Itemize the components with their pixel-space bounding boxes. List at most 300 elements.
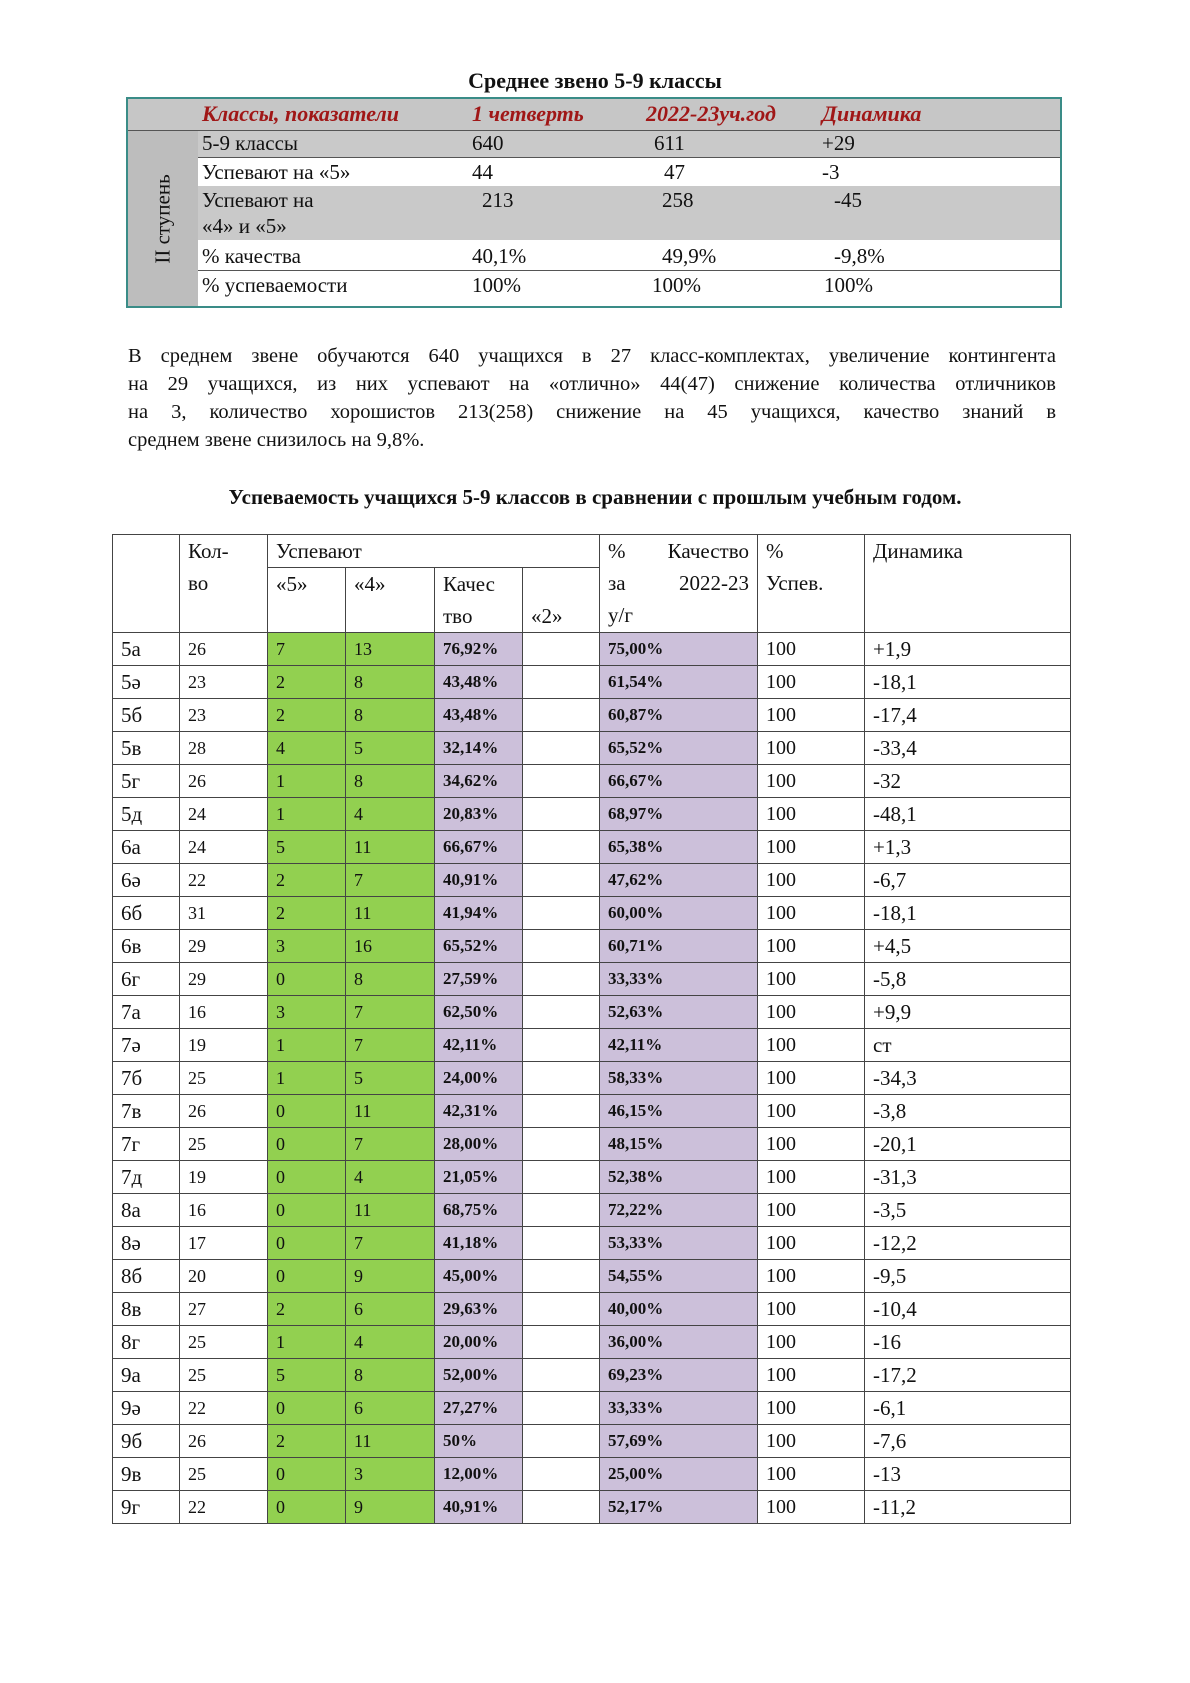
percent-cell: 100 [758,1029,865,1062]
five-count-cell: 0 [268,1458,346,1491]
count-cell: 24 [180,798,268,831]
dynamics-cell: -6,1 [865,1392,1071,1425]
count-cell: 17 [180,1227,268,1260]
stage-label: II ступень [150,173,175,264]
five-count-cell: 5 [268,831,346,864]
five-count-cell: 4 [268,732,346,765]
four-count-cell: 11 [346,831,435,864]
class-cell: 6в [113,930,180,963]
table-row [113,1491,1071,1524]
class-cell: 9а [113,1359,180,1392]
count-cell: 31 [180,897,268,930]
percent-cell: 100 [758,798,865,831]
quality-cell: 12,00% [435,1458,523,1491]
dynamics-cell: -20,1 [865,1128,1071,1161]
count-cell: 19 [180,1029,268,1062]
prev-quality-cell: 33,33% [600,963,758,996]
quality-cell: 27,27% [435,1392,523,1425]
dynamics-cell: -18,1 [865,897,1071,930]
four-count-cell: 8 [346,1359,435,1392]
summary-row-label: 5-9 классы [202,131,298,155]
percent-cell: 100 [758,1425,865,1458]
percent-cell: 100 [758,963,865,996]
table-row [113,1326,1071,1359]
quality-cell: 65,52% [435,930,523,963]
table-row [113,1029,1071,1062]
two-count-cell [523,864,600,897]
summary-header-year: 2022-23уч.год [646,101,776,126]
class-cell: 6а [113,831,180,864]
summary-row-quarter: 44 [472,160,493,184]
four-count-cell: 4 [346,1161,435,1194]
percent-cell: 100 [758,897,865,930]
class-cell: 7д [113,1161,180,1194]
dynamics-cell: -13 [865,1458,1071,1491]
dynamics-cell: -5,8 [865,963,1071,996]
percent-cell: 100 [758,1293,865,1326]
two-count-cell [523,1029,600,1062]
prev-quality-cell: 52,38% [600,1161,758,1194]
summary-row-label-line2: «4» и «5» [202,214,287,238]
quality-cell: 20,83% [435,798,523,831]
header-quality-line2: тво [443,604,473,628]
count-cell: 23 [180,699,268,732]
summary-row-dynamics: -45 [834,188,862,212]
two-count-cell [523,732,600,765]
count-cell: 26 [180,1425,268,1458]
five-count-cell: 0 [268,1128,346,1161]
header-class-cell [113,535,180,633]
summary-header-indicators: Классы, показатели [202,101,399,126]
dynamics-cell: +4,5 [865,930,1071,963]
summary-row-label: % качества [202,244,301,268]
dynamics-cell: +9,9 [865,996,1071,1029]
summary-title: Среднее звено 5-9 классы [468,68,722,93]
five-count-cell: 7 [268,633,346,666]
dynamics-cell: -10,4 [865,1293,1071,1326]
prev-quality-cell: 36,00% [600,1326,758,1359]
two-count-cell [523,1458,600,1491]
quality-cell: 50% [435,1425,523,1458]
class-cell: 7б [113,1062,180,1095]
count-cell: 25 [180,1326,268,1359]
quality-cell: 43,48% [435,699,523,732]
two-count-cell [523,798,600,831]
two-count-cell [523,1161,600,1194]
summary-row-quarter: 100% [472,273,521,297]
four-count-cell: 4 [346,1326,435,1359]
summary-row-quarter: 40,1% [472,244,527,268]
quality-cell: 27,59% [435,963,523,996]
table-row [113,930,1071,963]
two-count-cell [523,1062,600,1095]
four-count-cell: 9 [346,1491,435,1524]
class-cell: 6ә [113,864,180,897]
dynamics-cell: -31,3 [865,1161,1071,1194]
class-cell: 6б [113,897,180,930]
quality-cell: 62,50% [435,996,523,1029]
count-cell: 25 [180,1359,268,1392]
percent-cell: 100 [758,1491,865,1524]
table-row [113,1194,1071,1227]
class-cell: 7в [113,1095,180,1128]
table-row [113,1359,1071,1392]
percent-cell: 100 [758,1458,865,1491]
four-count-cell: 6 [346,1392,435,1425]
summary-paragraph [128,342,1056,454]
class-cell: 7ә [113,1029,180,1062]
five-count-cell: 2 [268,864,346,897]
class-cell: 5ә [113,666,180,699]
header-pass-cell: Успевают [268,535,600,568]
table-row [113,633,1071,666]
table-row [113,699,1071,732]
count-cell: 20 [180,1260,268,1293]
prev-quality-cell: 68,97% [600,798,758,831]
five-count-cell: 2 [268,666,346,699]
paragraph-line: на 3, количество хорошистов 213(258) снижение на 45 учащихся, качество знаний в [128,401,1056,423]
class-cell: 5д [113,798,180,831]
table-row [113,765,1071,798]
summary-row-dynamics: -3 [822,160,840,184]
percent-cell: 100 [758,1326,865,1359]
prev-quality-cell: 65,52% [600,732,758,765]
header-dynamics-cell: Динамика [865,535,1071,633]
dynamics-cell: -33,4 [865,732,1071,765]
four-count-cell: 3 [346,1458,435,1491]
count-cell: 22 [180,1491,268,1524]
four-count-cell: 11 [346,1095,435,1128]
comparison-table [112,534,1071,1524]
percent-cell: 100 [758,1227,865,1260]
prev-quality-cell: 60,00% [600,897,758,930]
percent-cell: 100 [758,666,865,699]
two-count-cell [523,699,600,732]
five-count-cell: 3 [268,996,346,1029]
percent-cell: 100 [758,1128,865,1161]
four-count-cell: 4 [346,798,435,831]
summary-row [198,130,1060,158]
quality-cell: 66,67% [435,831,523,864]
header-prev-1b: Качество [667,539,749,563]
header-prev-2b: 2022-23 [679,571,749,595]
prev-quality-cell: 52,17% [600,1491,758,1524]
percent-cell: 100 [758,1161,865,1194]
header-quality-line1: Качес [443,572,495,596]
prev-quality-cell: 47,62% [600,864,758,897]
four-count-cell: 8 [346,963,435,996]
quality-cell: 43,48% [435,666,523,699]
count-cell: 22 [180,864,268,897]
four-count-cell: 11 [346,1194,435,1227]
class-cell: 5а [113,633,180,666]
count-cell: 25 [180,1128,268,1161]
class-cell: 8в [113,1293,180,1326]
class-cell: 5б [113,699,180,732]
prev-quality-cell: 54,55% [600,1260,758,1293]
prev-quality-cell: 42,11% [600,1029,758,1062]
two-count-cell [523,963,600,996]
table-row [113,1425,1071,1458]
quality-cell: 42,11% [435,1029,523,1062]
two-count-cell [523,996,600,1029]
prev-quality-cell: 53,33% [600,1227,758,1260]
four-count-cell: 7 [346,996,435,1029]
summary-row-year: 49,9% [662,244,717,268]
table-header-row [113,535,1071,568]
count-cell: 25 [180,1458,268,1491]
four-count-cell: 7 [346,1227,435,1260]
quality-cell: 24,00% [435,1062,523,1095]
summary-row-quarter: 213 [482,188,514,212]
quality-cell: 45,00% [435,1260,523,1293]
class-cell: 8а [113,1194,180,1227]
prev-quality-cell: 33,33% [600,1392,758,1425]
class-cell: 8ә [113,1227,180,1260]
summary-row [198,240,1060,270]
four-count-cell: 7 [346,864,435,897]
quality-cell: 34,62% [435,765,523,798]
dynamics-cell: -11,2 [865,1491,1071,1524]
summary-header-quarter: 1 четверть [472,101,584,126]
five-count-cell: 0 [268,1491,346,1524]
prev-quality-cell: 25,00% [600,1458,758,1491]
dynamics-cell: +1,3 [865,831,1071,864]
percent-cell: 100 [758,1260,865,1293]
two-count-cell [523,1227,600,1260]
four-count-cell: 7 [346,1029,435,1062]
stage-label-cell [128,130,198,306]
summary-row-year: 611 [654,131,685,155]
four-count-cell: 8 [346,699,435,732]
five-count-cell: 0 [268,963,346,996]
five-count-cell: 0 [268,1095,346,1128]
count-cell: 28 [180,732,268,765]
prev-quality-cell: 61,54% [600,666,758,699]
table-row [113,831,1071,864]
quality-cell: 68,75% [435,1194,523,1227]
prev-quality-cell: 52,63% [600,996,758,1029]
prev-quality-cell: 46,15% [600,1095,758,1128]
count-cell: 26 [180,1095,268,1128]
class-cell: 9в [113,1458,180,1491]
percent-cell: 100 [758,1062,865,1095]
quality-cell: 20,00% [435,1326,523,1359]
header-quality-cell [435,568,523,633]
percent-cell: 100 [758,1392,865,1425]
class-cell: 9б [113,1425,180,1458]
five-count-cell: 0 [268,1260,346,1293]
five-count-cell: 1 [268,1029,346,1062]
dynamics-cell: -12,2 [865,1227,1071,1260]
two-count-cell [523,765,600,798]
summary-row-label: % успеваемости [202,273,348,297]
summary-row [198,186,1060,240]
four-count-cell: 6 [346,1293,435,1326]
prev-quality-cell: 66,67% [600,765,758,798]
dynamics-cell: ст [865,1029,1071,1062]
prev-quality-cell: 58,33% [600,1062,758,1095]
percent-cell: 100 [758,1359,865,1392]
header-count-line2: во [188,571,209,595]
prev-quality-cell: 48,15% [600,1128,758,1161]
five-count-cell: 0 [268,1194,346,1227]
five-count-cell: 0 [268,1392,346,1425]
quality-cell: 76,92% [435,633,523,666]
count-cell: 26 [180,765,268,798]
four-count-cell: 11 [346,1425,435,1458]
count-cell: 29 [180,930,268,963]
quality-cell: 40,91% [435,864,523,897]
count-cell: 22 [180,1392,268,1425]
prev-quality-cell: 65,38% [600,831,758,864]
five-count-cell: 2 [268,699,346,732]
dynamics-cell: -6,7 [865,864,1071,897]
percent-cell: 100 [758,765,865,798]
header-four-cell: «4» [346,568,435,633]
header-percent-cell [758,535,865,633]
count-cell: 24 [180,831,268,864]
two-count-cell [523,633,600,666]
two-count-cell [523,1326,600,1359]
prev-quality-cell: 69,23% [600,1359,758,1392]
five-count-cell: 2 [268,1293,346,1326]
class-cell: 8б [113,1260,180,1293]
percent-cell: 100 [758,930,865,963]
prev-quality-cell: 75,00% [600,633,758,666]
class-cell: 5г [113,765,180,798]
summary-header-row [128,99,1060,130]
quality-cell: 40,91% [435,1491,523,1524]
five-count-cell: 1 [268,1326,346,1359]
table-row [113,1128,1071,1161]
class-cell: 9г [113,1491,180,1524]
count-cell: 26 [180,633,268,666]
paragraph-line: среднем звене снизилось на 9,8%. [128,429,425,451]
percent-cell: 100 [758,864,865,897]
prev-quality-cell: 72,22% [600,1194,758,1227]
dynamics-cell: -17,4 [865,699,1071,732]
summary-row-label: Успевают на «5» [202,160,351,184]
four-count-cell: 11 [346,897,435,930]
header-count-line1: Кол- [188,539,229,563]
quality-cell: 32,14% [435,732,523,765]
summary-table [126,97,1062,308]
summary-row [198,157,1060,187]
paragraph-line: В среднем звене обучаются 640 учащихся в 27 класс-комплектах, увеличение контингента [128,345,1056,367]
four-count-cell: 7 [346,1128,435,1161]
quality-cell: 41,18% [435,1227,523,1260]
header-prev-quality-cell [600,535,758,633]
four-count-cell: 9 [346,1260,435,1293]
class-cell: 7г [113,1128,180,1161]
dynamics-cell: -7,6 [865,1425,1071,1458]
header-prev-2a: за [608,571,626,595]
table-row [113,1392,1071,1425]
summary-row [198,270,1060,307]
two-count-cell [523,1260,600,1293]
header-count-cell [180,535,268,633]
class-cell: 8г [113,1326,180,1359]
table-row [113,666,1071,699]
dynamics-cell: -16 [865,1326,1071,1359]
quality-cell: 42,31% [435,1095,523,1128]
summary-row-dynamics: -9,8% [834,244,885,268]
dynamics-cell: -3,5 [865,1194,1071,1227]
quality-cell: 29,63% [435,1293,523,1326]
table-row [113,897,1071,930]
quality-cell: 28,00% [435,1128,523,1161]
five-count-cell: 5 [268,1359,346,1392]
header-prev-1a: % [608,539,626,563]
header-percent-line1: % [766,539,784,563]
two-count-cell [523,1293,600,1326]
header-five-cell: «5» [268,568,346,633]
four-count-cell: 16 [346,930,435,963]
header-percent-line2: Успев. [766,571,824,595]
count-cell: 29 [180,963,268,996]
five-count-cell: 0 [268,1161,346,1194]
class-cell: 9ә [113,1392,180,1425]
header-two-cell: «2» [523,568,600,633]
five-count-cell: 3 [268,930,346,963]
comparison-title: Успеваемость учащихся 5-9 классов в сравнении с прошлым учебным годом. [228,485,962,509]
percent-cell: 100 [758,831,865,864]
five-count-cell: 2 [268,1425,346,1458]
count-cell: 27 [180,1293,268,1326]
table-row [113,1095,1071,1128]
class-cell: 5в [113,732,180,765]
five-count-cell: 1 [268,798,346,831]
count-cell: 19 [180,1161,268,1194]
table-row [113,1161,1071,1194]
two-count-cell [523,831,600,864]
two-count-cell [523,1128,600,1161]
table-row [113,963,1071,996]
percent-cell: 100 [758,1095,865,1128]
summary-row-quarter: 640 [472,131,504,155]
four-count-cell: 5 [346,1062,435,1095]
summary-header-dynamics: Динамика [822,101,922,126]
two-count-cell [523,930,600,963]
two-count-cell [523,1194,600,1227]
dynamics-cell: -18,1 [865,666,1071,699]
table-row [113,996,1071,1029]
five-count-cell: 2 [268,897,346,930]
count-cell: 25 [180,1062,268,1095]
table-row [113,1260,1071,1293]
dynamics-cell: -32 [865,765,1071,798]
four-count-cell: 5 [346,732,435,765]
quality-cell: 41,94% [435,897,523,930]
prev-quality-cell: 60,87% [600,699,758,732]
five-count-cell: 1 [268,1062,346,1095]
prev-quality-cell: 60,71% [600,930,758,963]
table-row [113,1062,1071,1095]
two-count-cell [523,1425,600,1458]
count-cell: 23 [180,666,268,699]
class-cell: 7а [113,996,180,1029]
summary-row-year: 47 [664,160,685,184]
prev-quality-cell: 57,69% [600,1425,758,1458]
percent-cell: 100 [758,1194,865,1227]
table-row [113,1293,1071,1326]
five-count-cell: 0 [268,1227,346,1260]
table-row [113,1458,1071,1491]
two-count-cell [523,1392,600,1425]
summary-row-year: 100% [652,273,701,297]
four-count-cell: 13 [346,633,435,666]
